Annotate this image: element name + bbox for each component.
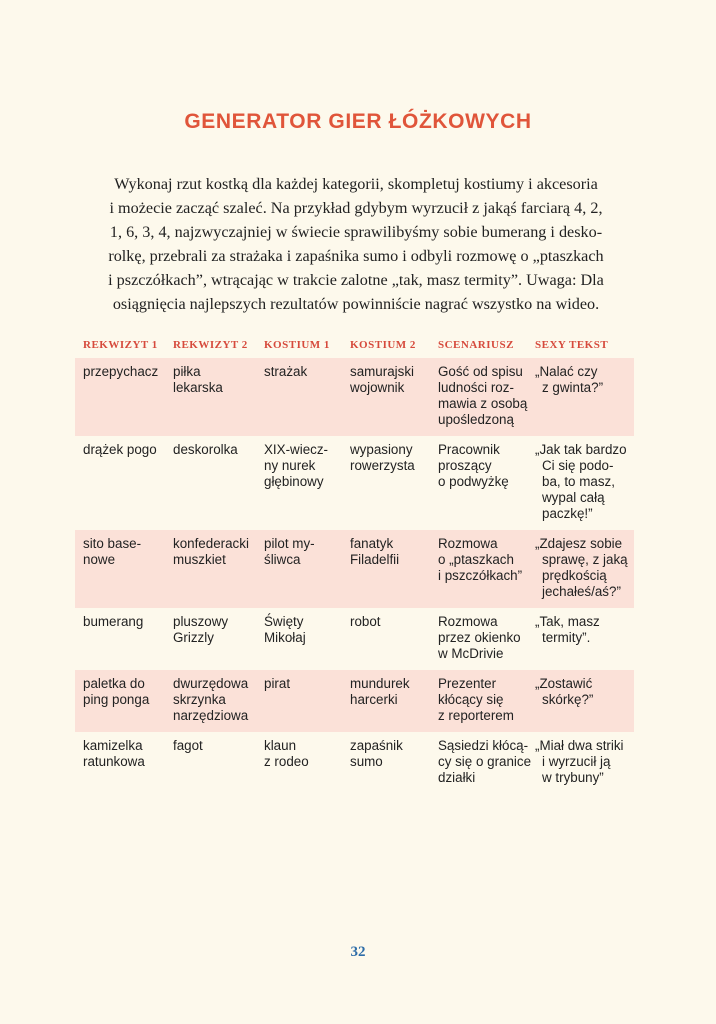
table-cell (256, 732, 342, 794)
table-cell (430, 358, 527, 436)
table-cell (527, 358, 634, 436)
cell-line: upośledzoną (438, 412, 514, 427)
cell-line: wypal całą (542, 490, 605, 505)
cell-line: skrzynka (173, 692, 226, 707)
page-title: GENERATOR GIER ŁÓŻKOWYCH (184, 110, 532, 133)
table-cell (256, 358, 342, 436)
table-cell (75, 358, 165, 436)
cell-line: pilot my- (264, 536, 315, 551)
table-cell (165, 732, 256, 794)
cell-line: bumerang (83, 614, 144, 629)
cell-line: rowerzysta (350, 458, 415, 473)
table-cell (430, 732, 532, 794)
intro-paragraph (96, 172, 616, 316)
cell-line: wojownik (350, 380, 405, 395)
intro-line: osiągnięcia najlepszych rezultatów powinniście nagrać wszystko na wideo. (112, 295, 600, 313)
cell-line: deskorolka (173, 442, 238, 457)
cell-line: ny nurek (264, 458, 316, 473)
cell-line: muszkiet (173, 552, 226, 567)
cell-line: fanatyk (350, 536, 394, 551)
cell-line: o „ptaszkach (438, 552, 514, 567)
cell-line: samurajski (350, 364, 414, 379)
cell-line: narzędziowa (173, 708, 249, 723)
cell-line: „Zdajesz sobie (535, 536, 623, 551)
cell-line: Gość od spisu (438, 364, 523, 379)
cell-line: strażak (264, 364, 308, 379)
cell-line: Rozmowa (438, 614, 498, 629)
column-header: REKWIZYT 1 (83, 339, 158, 351)
cell-line: z rodeo (264, 754, 309, 769)
intro-line: 1, 6, 3, 4, najzwyczajniej w świecie sprawilibyśmy sobie bumerang i desko- (109, 223, 603, 241)
table-cell (75, 436, 165, 530)
cell-line: wypasiony (350, 442, 413, 457)
cell-line: zapaśnik (350, 738, 403, 753)
cell-line: sprawę, z jaką (542, 552, 628, 567)
cell-line: głębinowy (264, 474, 324, 489)
cell-line: proszący (438, 458, 492, 473)
table-cell (342, 670, 430, 732)
intro-line: Wykonaj rzut kostką dla każdej kategorii, skompletuj kostiumy i akcesoria (114, 175, 598, 193)
table-row (75, 358, 634, 436)
cell-line: w McDrivie (438, 646, 504, 661)
table-cell (75, 670, 165, 732)
cell-line: cy się o granice (438, 754, 532, 769)
cell-line: skórkę?” (542, 692, 594, 707)
cell-line: i pszczółkach” (438, 568, 523, 583)
table-cell (165, 608, 256, 670)
table-cell (165, 530, 256, 608)
table-cell (256, 608, 342, 670)
table-row (75, 732, 634, 794)
cell-line: sito base- (83, 536, 142, 551)
cell-line: Święty (264, 614, 304, 629)
cell-line: pluszowy (173, 614, 229, 629)
table-cell (165, 436, 256, 530)
cell-line: działki (438, 770, 476, 785)
column-header: SCENARIUSZ (438, 339, 514, 351)
table-cell (342, 608, 430, 670)
cell-line: śliwca (264, 552, 301, 567)
cell-line: ba, to masz, (542, 474, 615, 489)
cell-line: lekarska (173, 380, 223, 395)
table-row (75, 670, 634, 732)
cell-line: Rozmowa (438, 536, 498, 551)
page-number: 32 (350, 944, 366, 960)
table-cell (342, 436, 430, 530)
cell-line: dwurzędowa (173, 676, 249, 691)
cell-line: Prezenter (438, 676, 497, 691)
cell-line: w trybuny” (542, 770, 604, 785)
table-cell (256, 530, 342, 608)
cell-line: Ci się podo- (542, 458, 614, 473)
cell-line: z reporterem (438, 708, 514, 723)
table-cell (527, 670, 634, 732)
table-cell (256, 436, 342, 530)
cell-line: Sąsiedzi kłócą- (438, 738, 529, 753)
cell-line: robot (350, 614, 381, 629)
cell-line: Filadelfii (350, 552, 400, 567)
cell-line: „Miał dwa striki (535, 738, 624, 753)
column-header: SEXY TEKST (535, 339, 609, 351)
cell-line: prędkością (542, 568, 607, 583)
cell-line: i wyrzucił ją (542, 754, 611, 769)
table-cell (527, 436, 634, 530)
cell-line: przepychacz (83, 364, 159, 379)
table-cell (165, 670, 256, 732)
cell-line: piłka (173, 364, 201, 379)
table-row (75, 608, 634, 670)
cell-line: „Tak, masz (535, 614, 600, 629)
intro-line: rolkę, przebrali za strażaka i zapaśnika sumo i odbyli rozmowę o „ptaszkach (108, 247, 604, 265)
cell-line: kłócący się (438, 692, 504, 707)
cell-line: przez okienko (438, 630, 521, 645)
table-body (75, 358, 634, 794)
table-row (75, 530, 634, 608)
cell-line: pirat (264, 676, 291, 691)
table-cell (256, 670, 342, 732)
cell-line: sumo (350, 754, 383, 769)
cell-line: jechałeś/aś?” (542, 584, 621, 599)
cell-line: nowe (83, 552, 116, 567)
cell-line: XIX-wiecz- (264, 442, 328, 457)
table-row (75, 436, 634, 530)
column-header: KOSTIUM 1 (264, 339, 330, 351)
cell-line: konfederacki (173, 536, 249, 551)
table-cell (527, 608, 634, 670)
column-header: KOSTIUM 2 (350, 339, 416, 351)
table-cell (165, 358, 256, 436)
cell-line: o podwyżkę (438, 474, 509, 489)
table-cell (75, 530, 165, 608)
cell-line: z gwinta?” (542, 380, 604, 395)
cell-line: paczkę!” (542, 506, 593, 521)
cell-line: klaun (264, 738, 297, 753)
cell-line: drążek pogo (83, 442, 157, 457)
cell-line: „Zostawić (535, 676, 593, 691)
cell-line: „Jak tak bardzo (535, 442, 627, 457)
cell-line: ping ponga (83, 692, 150, 707)
table-cell (75, 732, 165, 794)
cell-line: Grizzly (173, 630, 214, 645)
cell-line: ratunkowa (83, 754, 145, 769)
table-cell (430, 436, 527, 530)
intro-line: i pszczółkach”, wtrącając w trakcie zalotne „tak, masz termity”. Uwaga: Dla (108, 271, 604, 289)
table-cell (527, 732, 634, 794)
table-cell (342, 530, 430, 608)
table-cell (342, 358, 430, 436)
cell-line: harcerki (350, 692, 398, 707)
cell-line: „Nalać czy (535, 364, 598, 379)
table-cell (430, 530, 527, 608)
cell-line: termity”. (542, 630, 591, 645)
cell-line: ludności roz- (438, 380, 514, 395)
game-generator-table (75, 336, 634, 794)
table-cell (430, 670, 527, 732)
table-cell (342, 732, 430, 794)
cell-line: Mikołaj (264, 630, 306, 645)
cell-line: Pracownik (438, 442, 500, 457)
cell-line: mawia z osobą (438, 396, 528, 411)
table-cell (527, 530, 634, 608)
table-cell (75, 608, 165, 670)
intro-line: i możecie zacząć szaleć. Na przykład gdybym wyrzucił z jakąś farciarą 4, 2, (109, 199, 603, 217)
cell-line: fagot (173, 738, 203, 753)
cell-line: kamizelka (83, 738, 143, 753)
cell-line: mundurek (350, 676, 410, 691)
table-header-row (75, 336, 634, 358)
table-cell (430, 608, 527, 670)
column-header: REKWIZYT 2 (173, 339, 248, 351)
cell-line: paletka do (83, 676, 145, 691)
